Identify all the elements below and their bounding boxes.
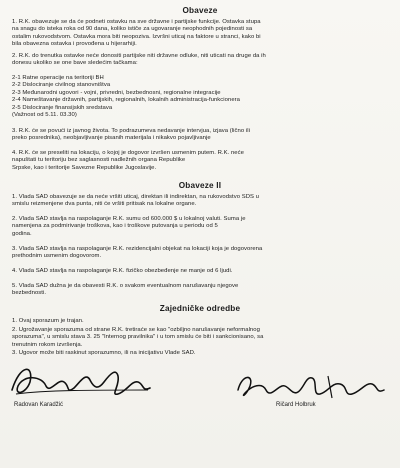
text-line: trenutnim rokom izvršenja. [12, 341, 83, 348]
list-item: 2-1 Ratne operacije na teritoriji BH [12, 75, 104, 81]
text-line: 1. Ovaj sporazum je trajan. [12, 318, 84, 324]
text-line: bila obavezna ostavka i provođena u hijerarhiji. [12, 41, 137, 48]
obaveze-paragraph-3 [12, 128, 390, 143]
signature-right-name: Ričard Holbruk [276, 402, 316, 408]
text-line: smislu reizmenjene dva punta, niti će vršiti pritisak na lokalne organe. [12, 201, 197, 208]
text-line: 3. Ugovor može biti raskinut sporazumno, ili na inicijativu Vlade SAD. [12, 350, 196, 356]
text-line: Srpske, kao i teritorije Savezne Republike Jugoslavije. [12, 164, 157, 171]
text-line: prethodnim usmenim dogovorom. [12, 253, 102, 260]
text-line: 2. R.K. do trenutka ostavke neće donositi partijske niti državne odluke, niti uticati na druge da ih [12, 53, 266, 59]
text-line: 4. R.K. će se preseliti na lokaciju, o kojoj je dogovor izvršen usmenim putem. R.K. neće [12, 150, 244, 156]
list-item: 2-4 Nameštavanje državnih, partijskih, regionalnih, lokalnih administracija-funkcionera [12, 97, 240, 104]
obaveze-ii-paragraph-3 [12, 246, 390, 261]
list-item: (Važnost od 5.11. 03.30) [12, 112, 77, 119]
list-item: 2-2 Dislociranje civilnog stanovništva [12, 82, 111, 89]
zajednicke-paragraph-3 [12, 350, 390, 357]
text-line: na snagu do isteka roka od 90 dana, koliko ističe za ugovaranje neophodnih pojedinosti sa [12, 26, 253, 33]
zajednicke-paragraph-2 [12, 327, 390, 349]
obaveze-ii-paragraph-4 [12, 268, 390, 275]
text-line: 5. Vlada SAD dužna je da obavesti R.K. o svakom eventualnom narušavanju njegove [12, 283, 239, 289]
zajednicke-paragraph-1 [12, 318, 390, 325]
text-line: 3. R.K. će se povući iz javnog života. To podrazumeva nedavanje intervjua, izjava (lično ili [12, 128, 250, 134]
text-line: 4. Vlada SAD stavlja na raspolaganje R.K. fizičko obezbeđenje ne manje od 6 ljudi. [12, 268, 233, 274]
text-line: preko posrednika), neobjavljivanje pisanih materijala i nikakvo pojavljivanje [12, 135, 211, 142]
section-title-obaveze: Obaveze [182, 6, 218, 15]
list-item: 2-3 Međunarodni ugovori - vojni, privredni, bezbednosni, regionalne integracije [12, 89, 221, 96]
section-title-zajednicke-odredbe: Zajedničke odredbe [159, 304, 241, 313]
text-line: godina. [12, 230, 32, 237]
text-line: namenjena za podmirivanje troškova, kao i troškove putovanja u periodu od 5 [12, 223, 218, 230]
obaveze-ii-paragraph-2 [12, 216, 390, 238]
text-line: 3. Vlada SAD stavlja na raspolaganje R.K. rezidencijalni objekat na lokaciji koja je dogovorena [12, 246, 263, 252]
text-line: 2. Vlada SAD stavlja na raspolaganje R.K. sumu od 600.000 $ u lokalnoj valuti. Suma je [12, 216, 246, 222]
text-line: 1. R.K. obavezuje se da će podneti ostavku na sve državne i partijske funkcije. Ostavka stupa [12, 19, 261, 25]
obaveze-ii-paragraph-5 [12, 283, 390, 298]
text-line: sporazuma", u smislu stava 3. 25 "Internog pravilnika" i u tom smislu će biti i sankcionisano, sa [12, 334, 264, 341]
obaveze-list [12, 75, 390, 119]
section-title-obaveze-ii: Obaveze II [178, 181, 222, 190]
list-item: 2-5 Dislociranje finansijskih sredstava [12, 104, 113, 111]
obaveze-ii-paragraph-1 [12, 194, 390, 209]
obaveze-paragraph-4 [12, 150, 390, 172]
signature-left-name: Radovan Karadžić [14, 402, 64, 408]
obaveze-paragraph-2 [12, 53, 390, 68]
text-line: bezbednosti. [12, 290, 47, 297]
text-line: 1. Vlada SAD obavezuje se da neće vršiti uticaj, direktan ili indirektan, na rukovodstvo SDS u [12, 194, 259, 200]
text-line: ostalim rukovodstvom. Ostavka mora biti neopoziva. Izvršni uticaj na faktore u stranci, kako bi [12, 33, 261, 40]
text-line: 2. Ugrožavanje sporazuma od strane R.K. tretiraće se kao "ozbiljno narušavanje neformalnog [12, 327, 260, 333]
signature-left [6, 360, 156, 406]
text-line: donesu ukoliko se one bave sledećim tačkama: [12, 60, 138, 67]
text-line: napuštati tu teritoriju bez saglasnosti nadležnih organa Republike [12, 157, 186, 164]
obaveze-paragraph-1 [12, 19, 390, 49]
